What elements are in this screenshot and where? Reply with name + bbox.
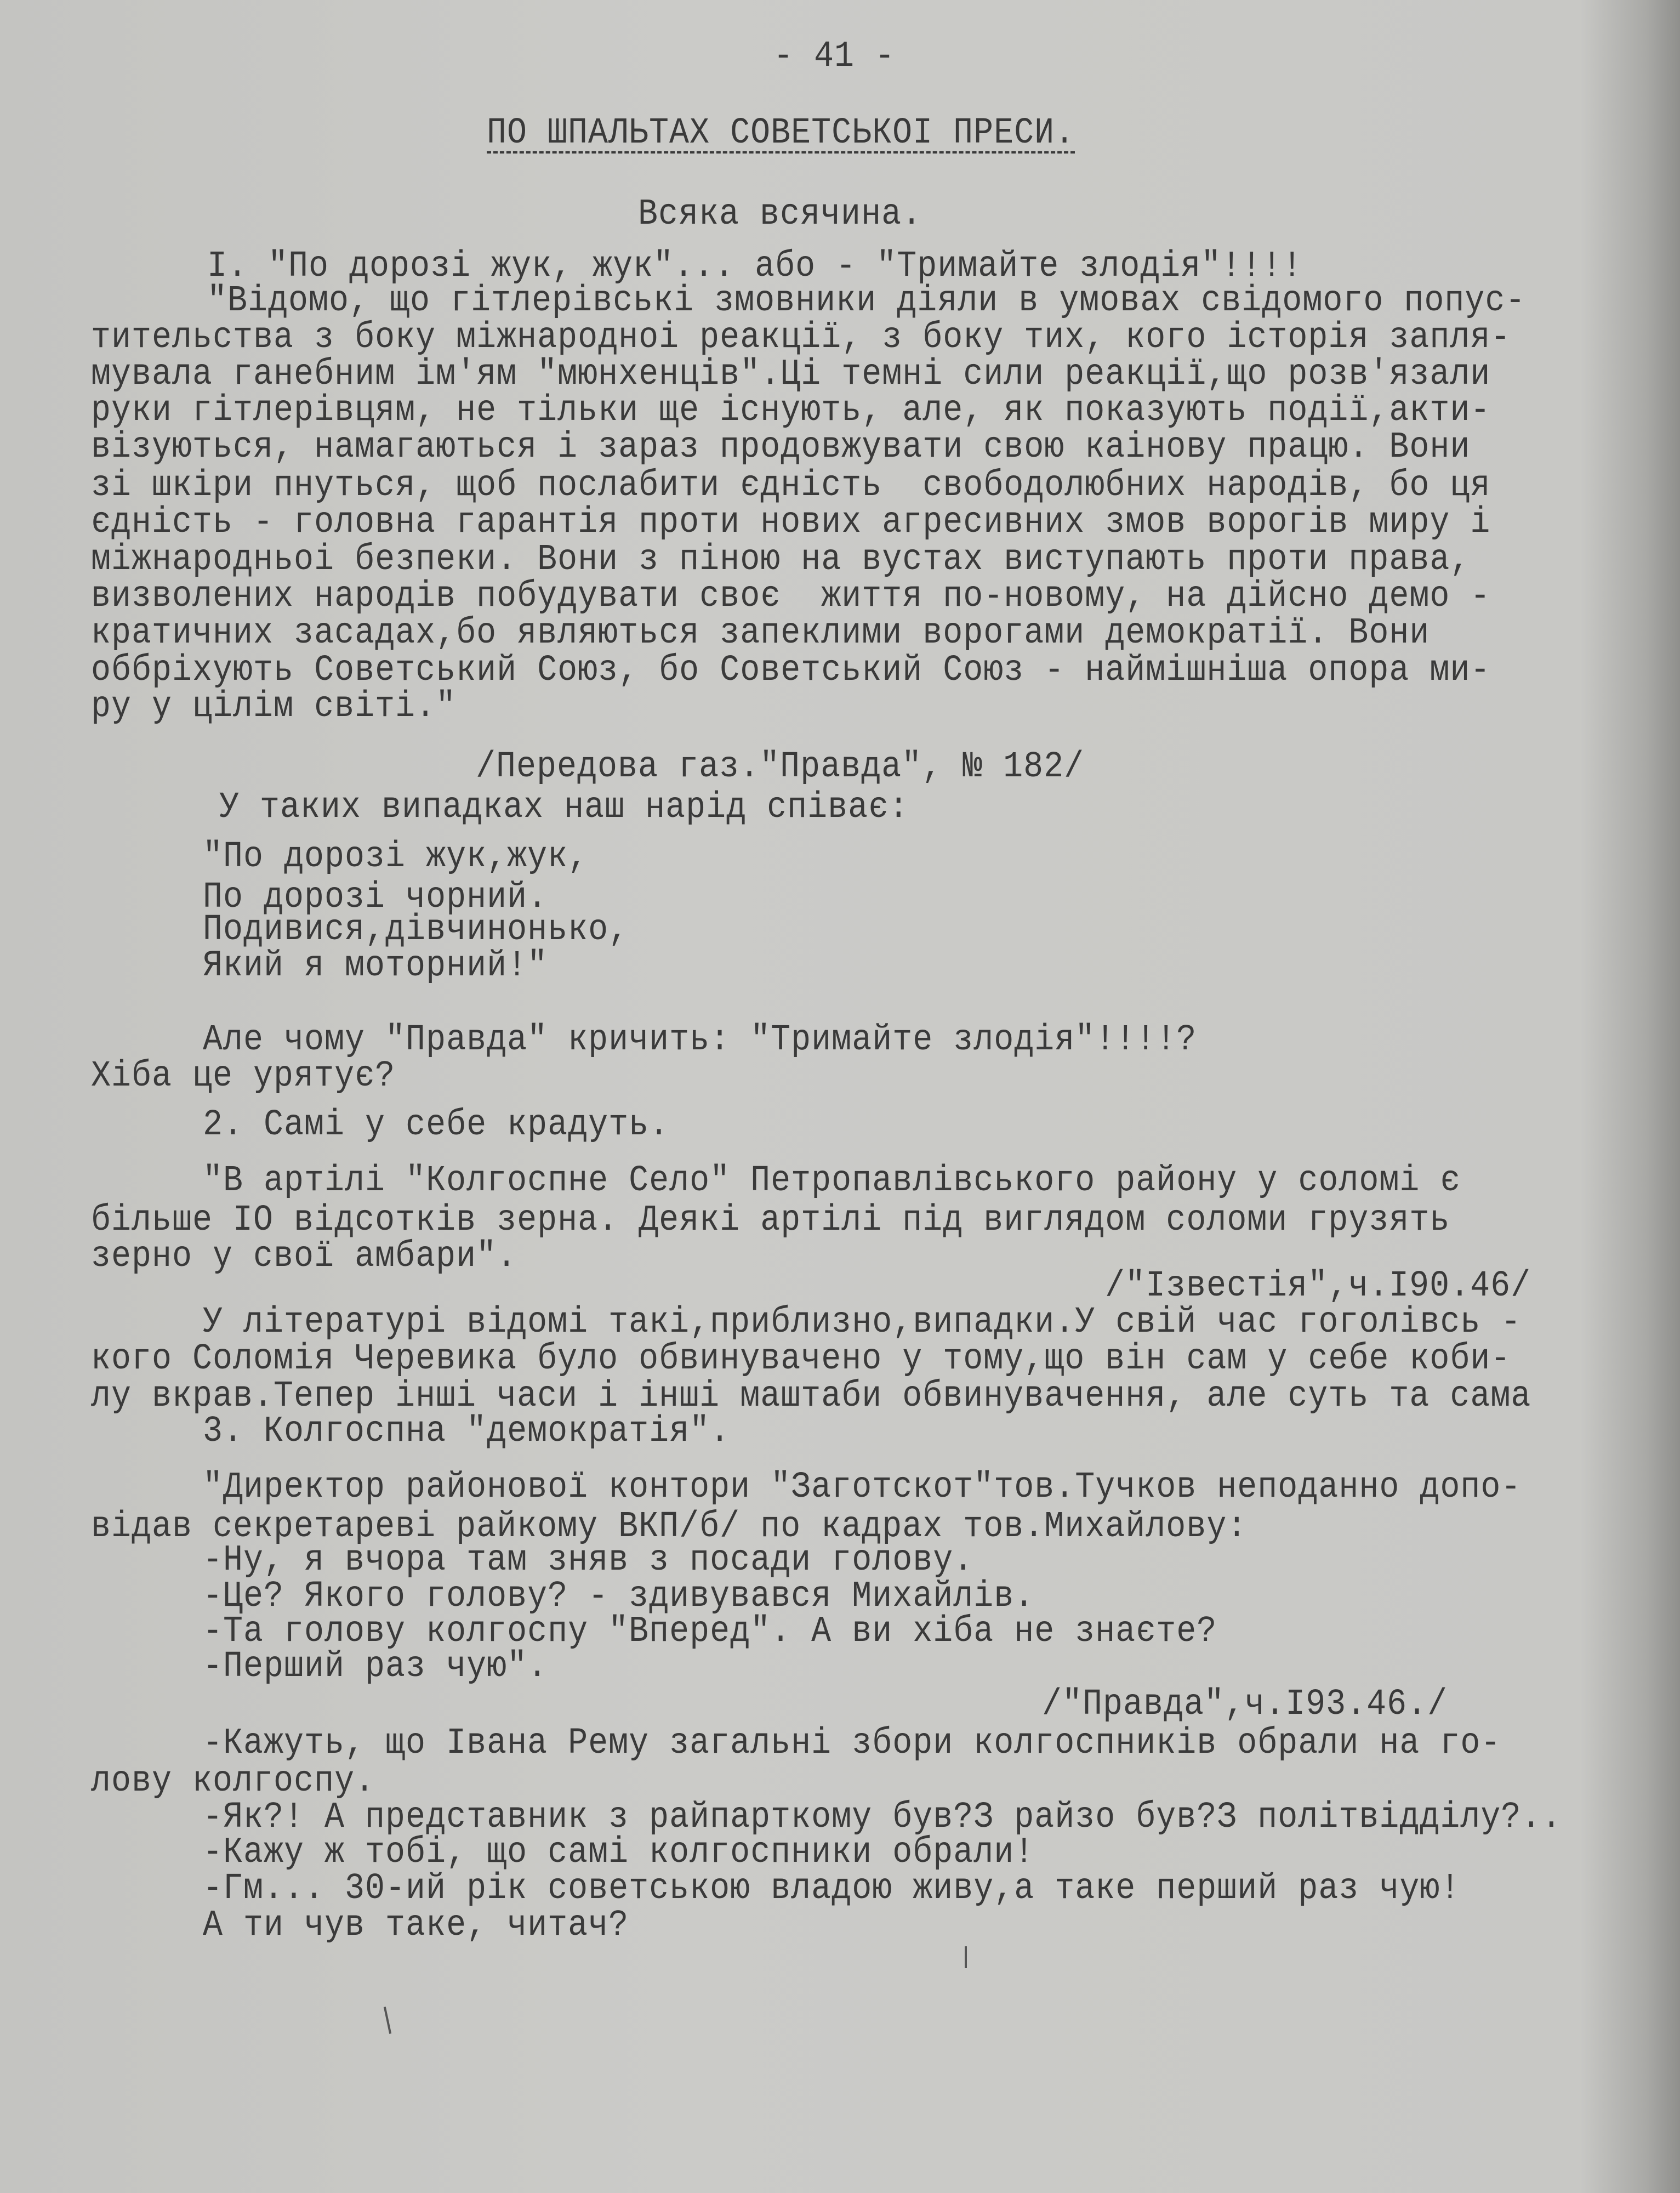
dialogue-line: -Гм... 30-ий рік советською владою живу,а таке перший раз чую! bbox=[203, 1867, 1461, 1910]
comment-line: кого Соломія Черевика було обвинувачено у тому,що він сам у себе коби- bbox=[91, 1338, 1511, 1380]
quote-line: тительства з боку міжнародноі реакції, з боку тих, кого історія запля- bbox=[91, 316, 1511, 359]
section-heading: I. "По дорозі жук, жук"... або - "Тримайте злодія"!!!! bbox=[207, 245, 1303, 288]
dialogue-line: А ти чув таке, читач? bbox=[203, 1904, 629, 1947]
quote-line: відав секретареві райкому ВКП/б/ по кадрах тов.Михайлову: bbox=[91, 1505, 1248, 1548]
paper-scratch bbox=[384, 2007, 391, 2034]
quote-line: -Та голову колгоспу "Вперед". А ви хіба не знаєте? bbox=[203, 1610, 1217, 1653]
poem-line: "По дорозі жук,жук, bbox=[203, 836, 589, 878]
paper-scratch bbox=[965, 1946, 967, 1968]
quote-line: зі шкіри пнуться, щоб послабити єдність свободолюбних народів, бо ця bbox=[91, 464, 1491, 507]
page-title: ПО ШПАЛЬТАХ СОВЕТСЬКОІ ПРЕСИ. bbox=[487, 112, 1075, 155]
quote-line: кратичних засадах,бо являються запеклими ворогами демократії. Вони bbox=[91, 612, 1430, 655]
quote-line: візуються, намагаються і зараз продовжувати свою каінову працю. Вони bbox=[91, 426, 1471, 469]
quote-line: "Відомо, що гітлерівські змовники діяли в умовах свідомого попус- bbox=[207, 280, 1526, 322]
quote-line: -Перший раз чую". bbox=[203, 1645, 548, 1688]
dialogue-line: -Кажу ж тобі, що самі колгоспники обрали! bbox=[203, 1831, 1035, 1874]
quote-line: зерно у свої амбари". bbox=[91, 1235, 517, 1278]
quote-line: оббріхують Советський Союз, бо Советський Союз - наймішніша опора ми- bbox=[91, 649, 1491, 692]
source-citation: /"Правда",ч.I93.46./ bbox=[1042, 1683, 1448, 1726]
page-number: - 41 - bbox=[773, 35, 896, 78]
quote-line: мувала ганебним ім'ям "мюнхенців".Ці темні сили реакції,що розв'язали bbox=[91, 353, 1491, 396]
dialogue-line: лову колгоспу. bbox=[91, 1760, 375, 1803]
quote-line: більше IO відсотків зерна. Деякі артілі під виглядом соломи грузять bbox=[91, 1199, 1450, 1242]
quote-line: руки гітлерівцям, не тільки ще існують, але, як показують події,акти- bbox=[91, 389, 1491, 432]
quote-line: ру у цілім світі." bbox=[91, 685, 457, 728]
dialogue-line: -Як?! А представник з райпарткому був?З райзо був?З політвідділу?.. bbox=[203, 1796, 1562, 1839]
source-citation: /Передова газ."Правда", № 182/ bbox=[476, 746, 1085, 788]
poem-line: Який я моторний!" bbox=[203, 945, 548, 987]
comment-line: Але чому "Правда" кричить: "Тримайте злодія"!!!!? bbox=[203, 1019, 1197, 1061]
quote-line: "Директор районової контори "Заготскот"тов.Тучков неподанно допо- bbox=[203, 1466, 1522, 1509]
quote-line: міжнародньоі безпеки. Вони з піною на вустах виступають проти права, bbox=[91, 538, 1471, 581]
quote-line: визволених народів побудувати своє життя по-новому, на дійсно демо - bbox=[91, 575, 1491, 618]
section-heading: 3. Колгоспна "демократія". bbox=[203, 1410, 731, 1453]
quote-line: "В артілі "Колгоспне Село" Петропавлівського району у соломі є bbox=[203, 1160, 1461, 1202]
subtitle: Всяка всячина. bbox=[638, 193, 922, 236]
comment-line: У літературі відомі такі,приблизно,випадки.У свій час гоголівсь - bbox=[203, 1301, 1522, 1344]
dialogue-line: -Кажуть, що Івана Рему загальні збори колгоспників обрали на го- bbox=[203, 1722, 1501, 1765]
quote-line: -Ну, я вчора там зняв з посади голову. bbox=[203, 1539, 974, 1582]
source-citation: /"Ізвестія",ч.I90.46/ bbox=[1105, 1265, 1531, 1308]
poem-line: По дорозі чорний. bbox=[203, 876, 548, 919]
quote-line: єдність - головна гарантія проти нових агресивних змов ворогів миру і bbox=[91, 501, 1491, 544]
section-heading: 2. Самі у себе крадуть. bbox=[203, 1104, 670, 1146]
quote-line: -Це? Якого голову? - здивувався Михайлів. bbox=[203, 1575, 1035, 1618]
comment-line: Хіба це урятує? bbox=[91, 1055, 396, 1098]
poem-line: Подивися,дівчинонько, bbox=[203, 908, 629, 951]
intro-line: У таких випадках наш нарід співає: bbox=[219, 786, 909, 829]
comment-line: лу вкрав.Тепер інші часи і інші маштаби обвинувачення, але суть та сама bbox=[91, 1375, 1531, 1418]
